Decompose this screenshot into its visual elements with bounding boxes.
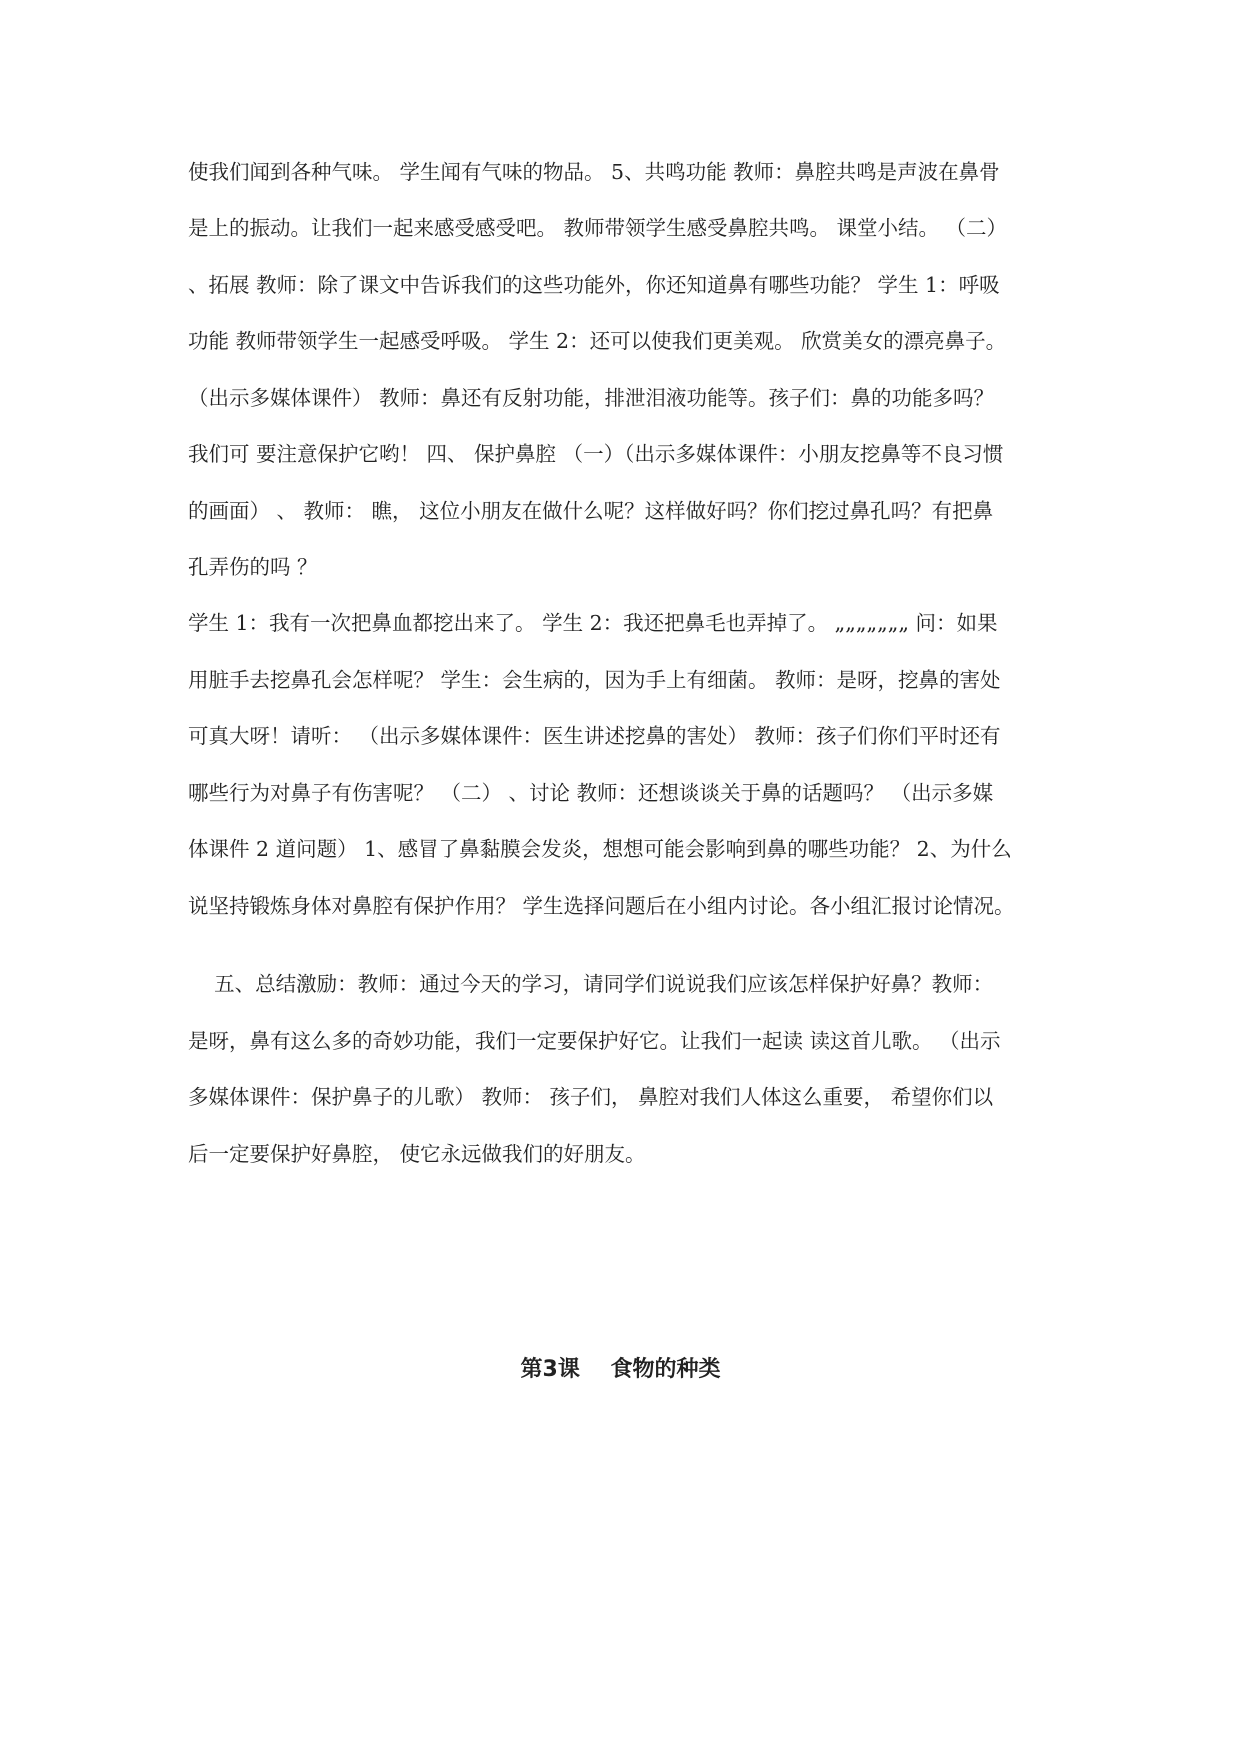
text-line: 可真大呀！请听： （出示多媒体课件：医生讲述挖鼻的害处） 教师：孩子们你们平时还有 [188,724,1001,748]
text-line: 后一定要保护好鼻腔， 使它永远做我们的好朋友。 [188,1142,646,1166]
text-line: 用脏手去挖鼻孔会怎样呢？ 学生：会生病的，因为手上有细菌。 教师：是呀，挖鼻的害处 [188,668,1001,692]
text-line: 五、总结激励：教师：通过今天的学习，请同学们说说我们应该怎样保护好鼻？教师： [188,972,994,996]
text-line: 是上的振动。让我们一起来感受感受吧。 教师带领学生感受鼻腔共鸣。 课堂小结。 （二） [188,216,1008,240]
text-line: 体课件 2 道问题） 1、感冒了鼻黏膜会发炎，想想可能会影响到鼻的哪些功能？ 2、为什么 [188,837,1012,861]
text-line: 哪些行为对鼻子有伤害呢？ （二） 、讨论 教师：还想谈谈关于鼻的话题吗？ （出示多媒 [188,781,994,805]
text-line: 多媒体课件：保护鼻子的儿歌） 教师： 孩子们， 鼻腔对我们人体这么重要， 希望你们以 [188,1085,994,1109]
text-line: 说坚持锻炼身体对鼻腔有保护作用？ 学生选择问题后在小组内讨论。各小组汇报讨论情况。 [188,894,1015,918]
lesson-title: 第3课 食物的种类 [520,1357,721,1382]
text-line: 孔弄伤的吗 ？ [188,555,318,579]
text-line: 功能 教师带领学生一起感受呼吸。 学生 2：还可以使我们更美观。 欣赏美女的漂亮鼻子。 [188,329,1007,353]
text-line: （出示多媒体课件） 教师：鼻还有反射功能，排泄泪液功能等。孩子们：鼻的功能多吗？ [188,386,995,410]
text-line: 、拓展 教师：除了课文中告诉我们的这些功能外，你还知道鼻有哪些功能？ 学生 1：呼吸 [188,273,1000,297]
text-line: 我们可 要注意保护它哟！ 四、 保护鼻腔 （一）（出示多媒体课件：小朋友挖鼻等不良习惯 [188,442,1004,466]
text-line: 学生 1：我有一次把鼻血都挖出来了。 学生 2：我还把鼻毛也弄掉了。 „„„„„„„ 问：如果 [188,611,998,635]
text-line: 的画面） 、 教师： 瞧， 这位小朋友在做什么呢？这样做好吗？你们挖过鼻孔吗？有把鼻 [188,499,994,523]
text-line: 使我们闻到各种气味。 学生闻有气味的物品。 5、共鸣功能 教师：鼻腔共鸣是声波在鼻骨 [188,160,1000,184]
text-line: 是呀，鼻有这么多的奇妙功能，我们一定要保护好它。让我们一起读 读这首儿歌。 （出示 [188,1029,1001,1053]
